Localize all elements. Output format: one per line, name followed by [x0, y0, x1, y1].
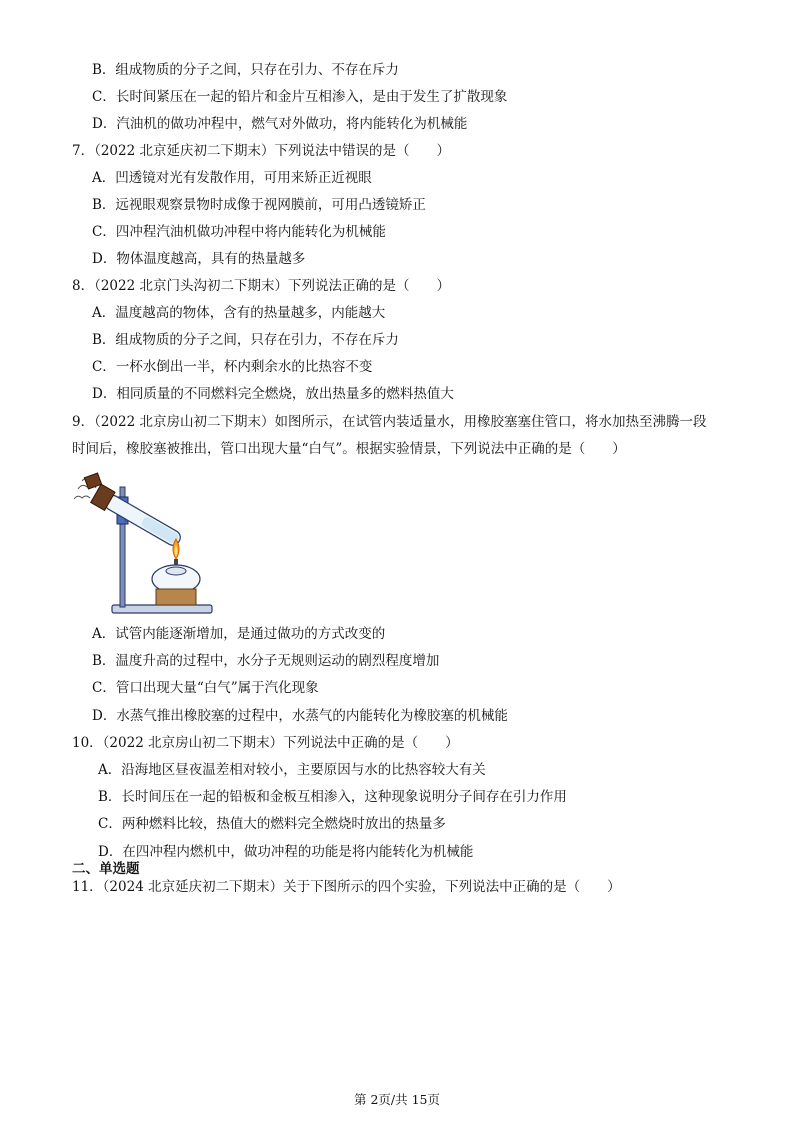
- q6-option-c: C．长时间紧压在一起的铅片和金片互相渗入，是由于发生了扩散现象: [92, 89, 508, 105]
- q8-stem: 8．（2022 北京门头沟初二下期末）下列说法正确的是（ ）: [72, 278, 450, 294]
- q7-option-d: D．物体温度越高，具有的热量越多: [92, 251, 306, 267]
- q7-option-a: A．凹透镜对光有发散作用，可用来矫正近视眼: [92, 170, 372, 186]
- q10-stem: 10．（2022 北京房山初二下期末）下列说法中正确的是（ ）: [72, 735, 459, 751]
- q9-stem-line1: 9．（2022 北京房山初二下期末）如图所示，在试管内装适量水，用橡胶塞塞住管口，将水加热至沸腾一段: [72, 414, 707, 430]
- q10-option-c: C．两种燃料比较，热值大的燃料完全燃烧时放出的热量多: [98, 816, 446, 832]
- q8-option-d: D．相同质量的不同燃料完全燃烧，放出热量多的燃料热值大: [92, 386, 454, 402]
- q6-option-b: B．组成物质的分子之间，只存在引力、不存在斥力: [92, 62, 399, 78]
- q10-option-b: B．长时间压在一起的铅板和金板互相渗入，这种现象说明分子间存在引力作用: [98, 789, 567, 805]
- q7-stem: 7．（2022 北京延庆初二下期末）下列说法中错误的是（ ）: [72, 143, 450, 159]
- q9-option-a: A．试管内能逐渐增加，是通过做功的方式改变的: [92, 626, 386, 642]
- q8-option-a: A．温度越高的物体，含有的热量越多，内能越大: [92, 305, 386, 321]
- q10-option-a: A．沿海地区昼夜温差相对较小，主要原因与水的比热容较大有关: [98, 762, 486, 778]
- q6-option-d: D．汽油机的做功冲程中，燃气对外做功，将内能转化为机械能: [92, 116, 468, 132]
- q8-option-c: C．一杯水倒出一半，杯内剩余水的比热容不变: [92, 359, 373, 375]
- q9-option-b: B．温度升高的过程中，水分子无规则运动的剧烈程度增加: [92, 653, 440, 669]
- q7-option-b: B．远视眼观察景物时成像于视网膜前，可用凸透镜矫正: [92, 197, 426, 213]
- q8-option-b: B．组成物质的分子之间，只存在引力，不存在斥力: [92, 332, 399, 348]
- q11-stem: 11．（2024 北京延庆初二下期末）关于下图所示的四个实验，下列说法中正确的是（ ）: [72, 879, 621, 895]
- section-heading: 二、单选题: [72, 861, 140, 877]
- page-footer: 第 2页/共 15页: [353, 1092, 441, 1107]
- q9-option-c: C．管口出现大量“白气”属于汽化现象: [92, 680, 319, 696]
- q10-option-d: D．在四冲程内燃机中，做功冲程的功能是将内能转化为机械能: [98, 844, 474, 860]
- test-tube-heating-figure: [72, 467, 222, 619]
- q9-option-d: D．水蒸气推出橡胶塞的过程中，水蒸气的内能转化为橡胶塞的机械能: [92, 708, 508, 724]
- q9-stem-line2: 时间后，橡胶塞被推出，管口出现大量“白气”。根据实验情景，下列说法中正确的是（ ）: [72, 441, 626, 457]
- q7-option-c: C．四冲程汽油机做功冲程中将内能转化为机械能: [92, 224, 386, 240]
